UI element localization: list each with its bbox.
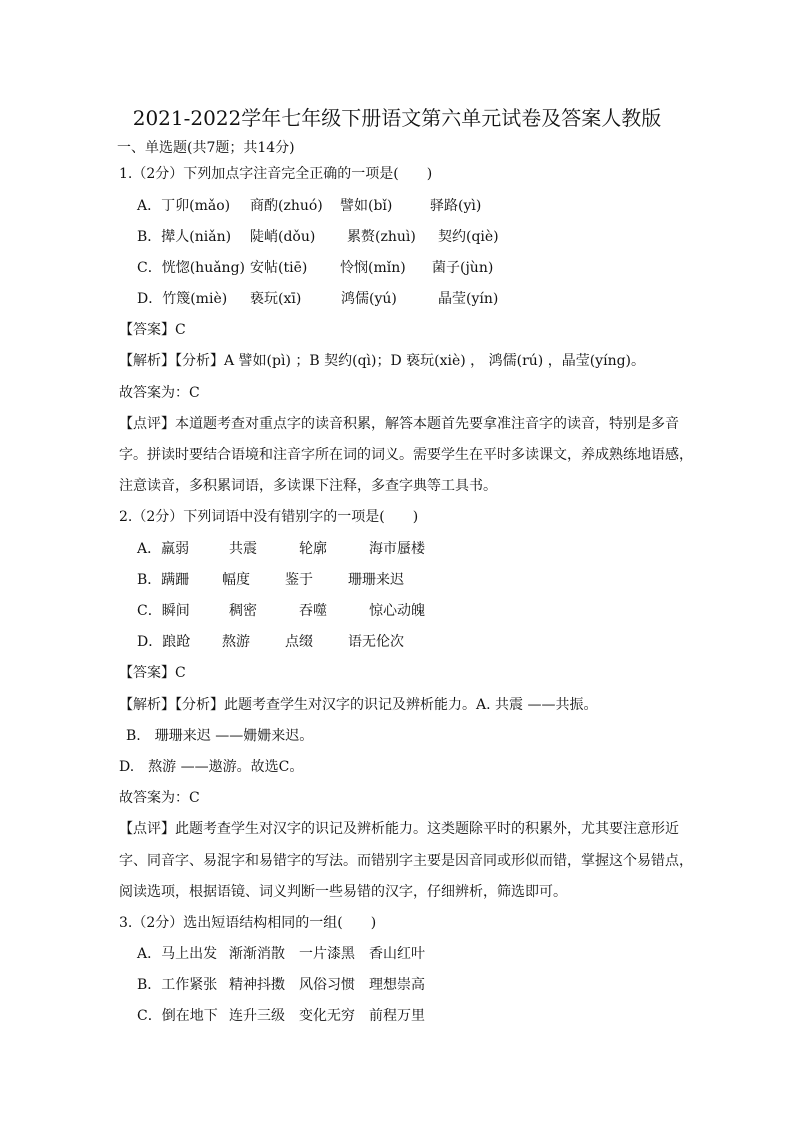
question-1-option-a [137,195,677,217]
question-2-conclusion: 故答案为：C [119,790,200,806]
option-text: A．丁卯(mǎo) [137,198,231,214]
option-text: 变化无穷 [299,1008,355,1024]
question-2-option-b [137,569,677,591]
question-3-option-b [137,974,677,996]
question-2-analysis-line: B. 珊珊来迟 ——姗姗来迟。 [126,728,314,744]
option-text: 陡峭(dǒu) [250,229,316,245]
option-text: 珊珊来迟 [348,572,404,588]
option-text: 语无伦次 [348,634,404,650]
question-1-analysis: 【解析】【分析】A 譬如(pì) ；B 契约(qì)；D 亵玩(xiè) ， 鸿儒(rú) ，晶莹(yíng)。 [119,353,646,369]
question-2-analysis-line: D. 熬游 ——遨游。故选C。 [119,759,304,775]
question-1-comment-line: 注意读音，多积累词语，多读课下注释，多查字典等工具书。 [119,478,497,494]
option-text: 鸿儒(yú) [341,291,397,307]
option-text: C．瞬间 [137,603,190,619]
question-2-comment-line: 【点评】此题考查学生对汉字的识记及辨析能力。这类题除平时的积累外，尤其要注意形近 [119,821,679,837]
question-2-comment-line: 字、同音字、易混字和易错字的写法。而错别字主要是因音同或形似而错，掌握这个易错点， [119,853,693,869]
question-1-option-b [137,226,677,248]
question-1-stem: 1.（2分）下列加点字注音完全正确的一项是( ) [119,166,433,182]
question-3-stem: 3.（2分）选出短语结构相同的一组( ) [119,915,377,931]
question-3-option-c [137,1005,677,1027]
question-3-option-a [137,943,677,965]
question-1-option-d [137,288,677,310]
question-1-answer: 【答案】C [119,322,186,338]
option-text: 渐渐消散 [229,946,285,962]
option-text: 惊心动魄 [369,603,425,619]
option-text: 吞噬 [299,603,327,619]
option-text: 海市蜃楼 [369,541,425,557]
question-1-option-c [137,257,677,279]
question-2-stem: 2.（2分）下列词语中没有错别字的一项是( ) [119,509,419,525]
option-text: 累赘(zhuì) [347,229,416,245]
option-text: D．踉跄 [137,634,191,650]
option-text: 稠密 [229,603,257,619]
option-text: 点缀 [285,634,313,650]
question-1-comment-line: 字。拼读时要结合语境和注音字所在词的词义。需要学生在平时多读课文，养成熟练地语感， [119,447,693,463]
section-heading: 一、单选题(共7题；共14分) [117,140,295,156]
option-text: 香山红叶 [369,946,425,962]
option-text: 前程万里 [369,1008,425,1024]
option-text: A．羸弱 [137,541,190,557]
question-2-answer: 【答案】C [119,665,186,681]
question-2-comment-line: 阅读选项，根据语镜、词义判断一些易错的汉字，仔细辨析，筛选即可。 [119,884,567,900]
option-text: B．工作紧张 [137,977,218,993]
option-text: A．马上出发 [137,946,218,962]
option-text: 一片漆黑 [299,946,355,962]
page-title: 2021-2022学年七年级下册语文第六单元试卷及答案人教版 [132,106,662,130]
question-1-comment-line: 【点评】本道题考查对重点字的读音积累，解答本题首先要拿准注音字的读音，特别是多音 [119,416,679,432]
question-2-analysis-line: 【解析】【分析】此题考查学生对汉字的识记及辨析能力。A. 共震 ——共振。 [119,697,598,713]
option-text: 驿路(yì) [430,198,482,214]
option-text: 鉴于 [285,572,313,588]
option-text: 契约(qiè) [438,229,499,245]
option-text: B．撵人(niǎn) [137,229,232,245]
option-text: D．竹篾(miè) [137,291,228,307]
option-text: 轮廓 [299,541,327,557]
option-text: 亵玩(xī) [250,291,302,307]
option-text: 熬游 [222,634,250,650]
option-text: 菌子(jùn) [432,260,494,276]
option-text: 怜悯(mǐn) [340,260,406,276]
question-1-conclusion: 故答案为：C [119,385,200,401]
option-text: C．恍惚(huǎng) [137,260,245,276]
option-text: 理想崇高 [369,977,425,993]
option-text: C．倒在地下 [137,1008,218,1024]
option-text: 幅度 [222,572,250,588]
option-text: B．蹒跚 [137,572,190,588]
option-text: 譬如(bǐ) [340,198,393,214]
option-text: 商酌(zhuó) [250,198,323,214]
option-text: 风俗习惯 [299,977,355,993]
option-text: 精神抖擞 [229,977,285,993]
option-text: 安帖(tiē) [250,260,308,276]
option-text: 共震 [229,541,257,557]
option-text: 晶莹(yín) [438,291,499,307]
option-text: 连升三级 [229,1008,285,1024]
question-2-option-c [137,600,677,622]
question-2-option-d [137,631,677,653]
question-2-option-a [137,538,677,560]
